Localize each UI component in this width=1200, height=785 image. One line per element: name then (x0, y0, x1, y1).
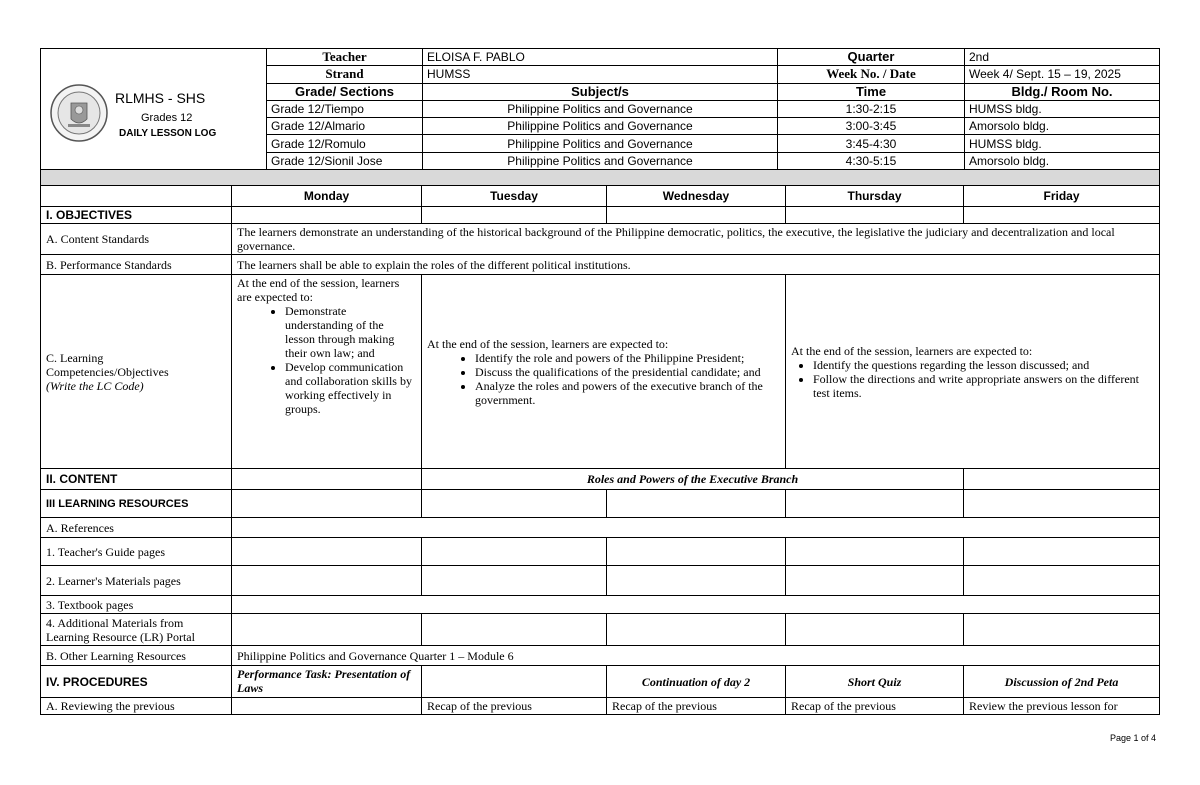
separator-cell (41, 170, 1160, 186)
quarter-value: 2nd (965, 49, 1160, 66)
deped-seal-icon (49, 83, 109, 143)
school-logo-cell (41, 49, 267, 170)
lesson-log-page (40, 48, 1159, 715)
day-friday: Friday (964, 186, 1160, 207)
competencies-thu-fri (786, 275, 1160, 469)
teachers-guide-row (41, 538, 1160, 566)
procedure-monday: Performance Task: Presentation of Laws (232, 666, 422, 698)
grades-label: Grades 12 (141, 112, 193, 124)
references-label: A. References (41, 518, 232, 538)
subject-cell: Philippine Politics and Governance (423, 135, 778, 152)
list-item: • Follow the directions and write appropriate answers on the different test items. (813, 372, 1154, 400)
strand-label: Strand (267, 66, 423, 83)
competencies-thu-fri-list (791, 358, 1154, 400)
room-label: Bldg./ Room No. (965, 83, 1160, 100)
competencies-monday-list (237, 304, 416, 416)
procedure-friday: Discussion of 2nd Peta (964, 666, 1160, 698)
performance-standards-label: B. Performance Standards (41, 255, 232, 275)
daily-lesson-log-title: DAILY LESSON LOG (119, 128, 217, 139)
room-cell: HUMSS bldg. (965, 100, 1160, 117)
time-cell: 1:30-2:15 (778, 100, 965, 117)
competencies-label: C. Learning Competencies/Objectives (46, 350, 169, 379)
time-cell: 3:00-3:45 (778, 118, 965, 135)
section-cell: Grade 12/Sionil Jose (267, 152, 423, 169)
list-item: • Discuss the qualifications of the presidential candidate; and (475, 365, 780, 379)
subjects-label: Subject/s (423, 83, 778, 100)
review-wednesday: Recap of the previous (607, 698, 786, 715)
resources-heading: III LEARNING RESOURCES (41, 490, 232, 518)
teacher-label: Teacher (267, 49, 423, 66)
learners-materials-label: 2. Learner's Materials pages (41, 566, 232, 596)
review-row (41, 698, 1160, 715)
resources-heading-row (41, 490, 1160, 518)
competencies-label-cell (41, 275, 232, 469)
section-cell: Grade 12/Tiempo (267, 100, 423, 117)
day-monday: Monday (232, 186, 422, 207)
procedure-wednesday: Continuation of day 2 (607, 666, 786, 698)
room-cell: Amorsolo bldg. (965, 118, 1160, 135)
subject-cell: Philippine Politics and Governance (423, 152, 778, 169)
competencies-tue-wed (422, 275, 786, 469)
day-wednesday: Wednesday (607, 186, 786, 207)
section-cell: Grade 12/Romulo (267, 135, 423, 152)
competencies-tue-wed-intro: At the end of the session, learners are expected to: (427, 336, 669, 351)
review-friday: Review the previous lesson for (964, 698, 1160, 715)
references-row (41, 518, 1160, 538)
review-thursday: Recap of the previous (786, 698, 964, 715)
room-cell: Amorsolo bldg. (965, 152, 1160, 169)
subject-cell: Philippine Politics and Governance (423, 100, 778, 117)
separator-row (41, 170, 1160, 186)
competencies-note: (Write the LC Code) (46, 378, 144, 393)
procedures-heading: IV. PROCEDURES (41, 666, 232, 698)
other-resources-label: B. Other Learning Resources (41, 646, 232, 666)
subject-cell: Philippine Politics and Governance (423, 118, 778, 135)
competencies-monday (232, 275, 422, 469)
grade-sections-label: Grade/ Sections (267, 83, 423, 100)
competencies-monday-intro: At the end of the session, learners are expected to: (237, 276, 400, 304)
lesson-plan-table (40, 185, 1160, 715)
competencies-row (41, 275, 1160, 469)
objectives-heading-row (41, 207, 1160, 224)
school-name: RLMHS - SHS (115, 90, 206, 106)
list-item: • Identify the role and powers of the Philippine President; (475, 351, 780, 365)
content-standards-row (41, 224, 1160, 255)
textbook-row (41, 596, 1160, 614)
competencies-thu-fri-intro: At the end of the session, learners are expected to: (791, 343, 1033, 358)
list-item: • Analyze the roles and powers of the executive branch of the government. (475, 379, 780, 407)
day-thursday: Thursday (786, 186, 964, 207)
content-row (41, 469, 1160, 490)
review-tuesday: Recap of the previous (422, 698, 607, 715)
other-resources-row (41, 646, 1160, 666)
performance-standards-row (41, 255, 1160, 275)
time-cell: 4:30-5:15 (778, 152, 965, 169)
additional-materials-row (41, 614, 1160, 646)
header-table (40, 48, 1160, 186)
time-label: Time (778, 83, 965, 100)
other-resources-value: Philippine Politics and Governance Quarter 1 – Module 6 (232, 646, 1160, 666)
procedure-thursday: Short Quiz (786, 666, 964, 698)
page-number: Page 1 of 4 (1110, 733, 1157, 743)
performance-standards-text: The learners shall be able to explain the roles of the different political institutions. (232, 255, 1160, 275)
teachers-guide-label: 1. Teacher's Guide pages (41, 538, 232, 566)
procedures-heading-row (41, 666, 1160, 698)
learners-materials-row (41, 566, 1160, 596)
objectives-heading: I. OBJECTIVES (41, 207, 232, 224)
teacher-value: ELOISA F. PABLO (423, 49, 778, 66)
list-item: • Develop communication and collaboration skills by working effectively in groups. (285, 360, 416, 416)
content-standards-label: A. Content Standards (41, 224, 232, 255)
section-cell: Grade 12/Almario (267, 118, 423, 135)
content-topic: Roles and Powers of the Executive Branch (422, 469, 964, 490)
list-item: • Demonstrate understanding of the lesson through making their own law; and (285, 304, 416, 360)
review-label: A. Reviewing the previous (41, 698, 232, 715)
day-header-blank (41, 186, 232, 207)
additional-materials-label: 4. Additional Materials from Learning Resource (LR) Portal (41, 614, 232, 646)
day-header-row (41, 186, 1160, 207)
content-standards-text: The learners demonstrate an understanding of the historical background of the Philippine democratic, politics, the executive, the legislative the judiciary and decentralization and local governance. (232, 224, 1160, 255)
quarter-label: Quarter (778, 49, 965, 66)
textbook-label: 3. Textbook pages (41, 596, 232, 614)
list-item: • Identify the questions regarding the lesson discussed; and (813, 358, 1154, 372)
procedure-tuesday (422, 666, 607, 698)
competencies-tue-wed-list (427, 351, 780, 407)
room-cell: HUMSS bldg. (965, 135, 1160, 152)
content-heading: II. CONTENT (41, 469, 232, 490)
time-cell: 3:45-4:30 (778, 135, 965, 152)
week-value: Week 4/ Sept. 15 – 19, 2025 (965, 66, 1160, 83)
week-label: Week No. / Date (778, 66, 965, 83)
day-tuesday: Tuesday (422, 186, 607, 207)
strand-value: HUMSS (423, 66, 778, 83)
